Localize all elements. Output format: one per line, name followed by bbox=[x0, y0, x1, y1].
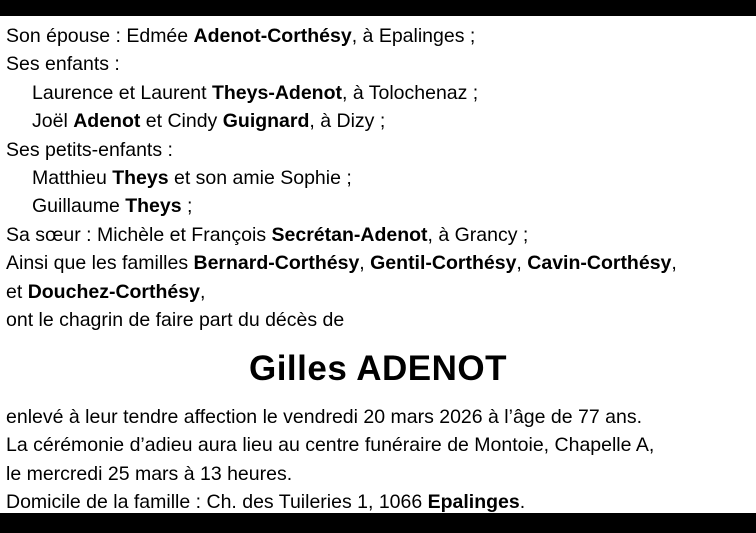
notice-line bbox=[6, 107, 750, 135]
notice-text: , bbox=[671, 252, 677, 275]
notice-line bbox=[6, 306, 750, 334]
notice-text: Son épouse : Edmée bbox=[6, 25, 194, 47]
notice-line bbox=[6, 460, 750, 488]
family-members-block bbox=[6, 22, 750, 334]
notice-line bbox=[6, 403, 750, 431]
notice-text: ; bbox=[181, 195, 193, 218]
notice-line bbox=[6, 50, 750, 78]
family-name: Adenot bbox=[73, 110, 141, 133]
notice-text: Ses enfants : bbox=[6, 53, 120, 76]
notice-line bbox=[6, 79, 750, 107]
notice-text: ont le chagrin de faire part du décès de bbox=[6, 309, 345, 332]
notice-text: Sa sœur : Michèle et François bbox=[6, 223, 272, 246]
notice-text: , à Tolochenaz ; bbox=[341, 81, 479, 104]
notice-text: , à Epalinges ; bbox=[351, 25, 476, 47]
notice-line bbox=[6, 192, 750, 220]
notice-text: , à Dizy ; bbox=[309, 110, 386, 133]
notice-text: Domicile de la famille : Ch. des Tuileries 1, 1066 bbox=[6, 491, 428, 514]
notice-text: Ses petits-enfants : bbox=[6, 138, 173, 161]
notice-text: et Cindy bbox=[140, 110, 223, 133]
family-name: Secrétan-Adenot bbox=[271, 223, 428, 246]
family-name: Guignard bbox=[222, 110, 310, 133]
family-name: Epalinges bbox=[427, 491, 520, 514]
notice-text: , à Grancy ; bbox=[427, 223, 529, 246]
notice-text: enlevé à leur tendre affection le vendredi 20 mars 2026 à l’âge de 77 ans. bbox=[6, 405, 642, 428]
family-name: Theys-Adenot bbox=[211, 81, 342, 104]
notice-line bbox=[6, 221, 750, 249]
notice-text: La cérémonie d’adieu aura lieu au centre funéraire de Montoie, Chapelle A, bbox=[6, 434, 655, 457]
family-name: Theys bbox=[112, 167, 169, 190]
deceased-name: Gilles ADENOT bbox=[248, 349, 508, 389]
notice-text: , bbox=[359, 252, 371, 275]
ceremony-details-block bbox=[6, 403, 750, 517]
notice-line bbox=[6, 22, 750, 50]
notice-line bbox=[6, 249, 750, 277]
notice-text: Matthieu bbox=[32, 167, 113, 190]
notice-line bbox=[6, 431, 750, 459]
notice-text: , bbox=[516, 252, 528, 275]
notice-line bbox=[6, 164, 750, 192]
notice-text: . bbox=[519, 491, 526, 514]
family-name: Cavin-Corthésy bbox=[527, 252, 672, 275]
notice-text: Ainsi que les familles bbox=[6, 252, 194, 275]
death-notice-card bbox=[0, 16, 756, 513]
notice-text: Laurence et Laurent bbox=[32, 81, 212, 104]
family-name: Theys bbox=[125, 195, 182, 218]
notice-text: et bbox=[6, 280, 28, 303]
notice-line bbox=[6, 136, 750, 164]
notice-text: le mercredi 25 mars à 13 heures. bbox=[6, 462, 293, 485]
notice-text: et son amie Sophie ; bbox=[168, 167, 352, 190]
family-name: Douchez-Corthésy bbox=[27, 280, 200, 303]
family-name: Adenot-Corthésy bbox=[193, 25, 352, 47]
family-name: Gentil-Corthésy bbox=[370, 252, 517, 275]
notice-line bbox=[6, 278, 750, 306]
notice-line bbox=[6, 488, 750, 516]
family-name: Bernard-Corthésy bbox=[193, 252, 360, 275]
notice-text: , bbox=[199, 280, 206, 303]
notice-text: Joël bbox=[32, 110, 74, 133]
notice-text: Guillaume bbox=[32, 195, 126, 218]
